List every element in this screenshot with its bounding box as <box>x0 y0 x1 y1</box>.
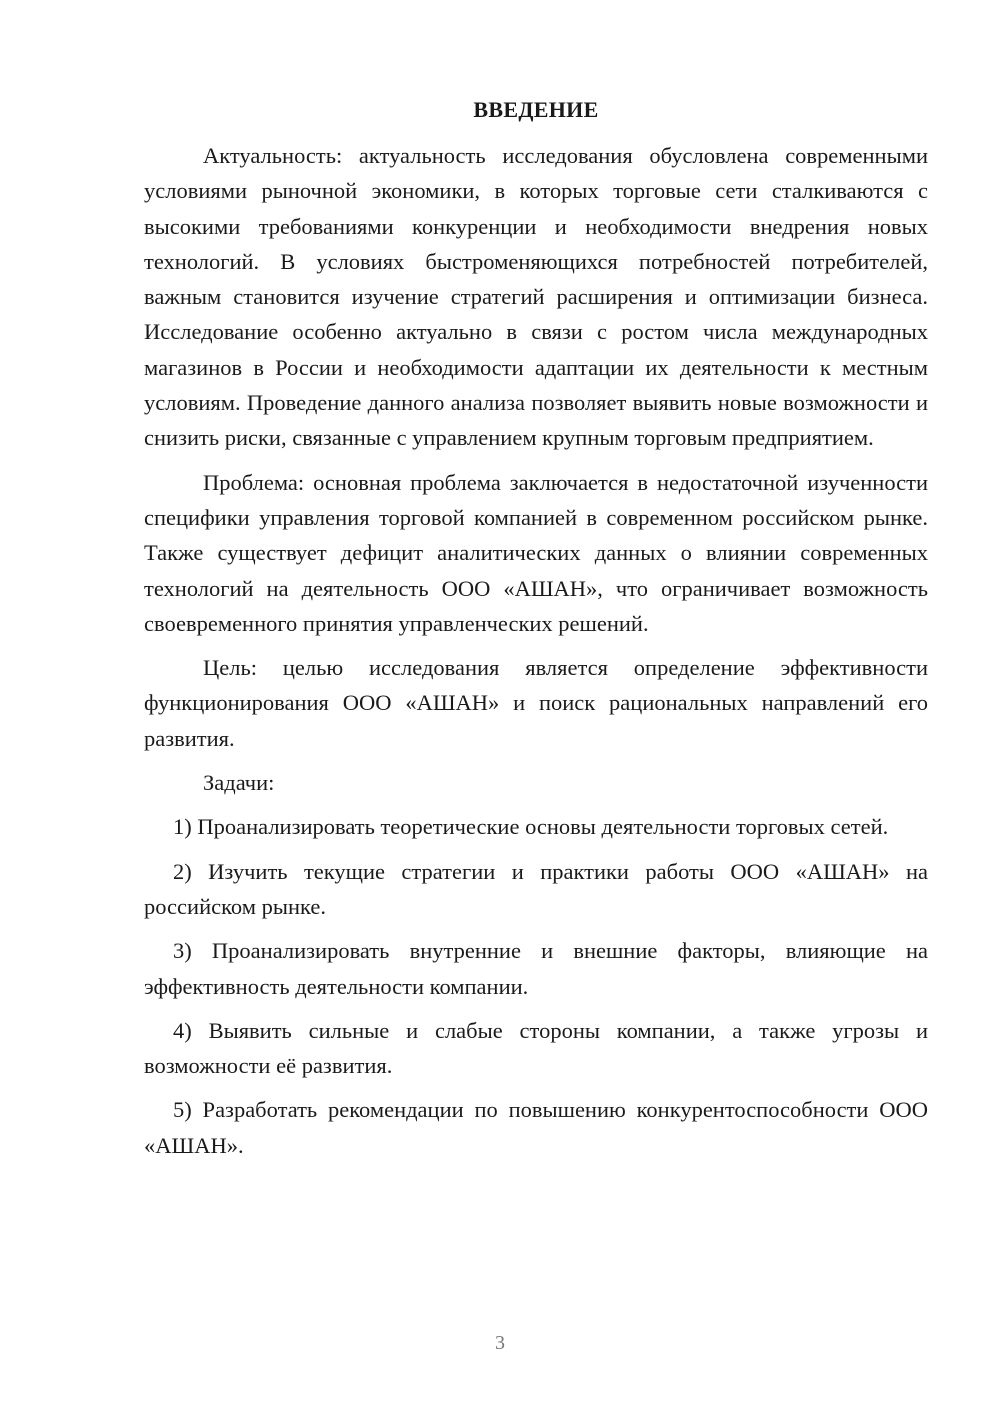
page-number: 3 <box>495 1332 505 1354</box>
task-item-2: 2) Изучить текущие стратегии и практики работы ООО «АШАН» на российском рынке. <box>144 858 928 919</box>
task-item-1: 1) Проанализировать теоретические основы деятельности торговых сетей. <box>173 814 889 840</box>
paragraph-goal: Цель: целью исследования является определение эффективности функционирования ООО «АШАН» и поиск рациональных направлений его развития. <box>144 655 928 751</box>
document-page <box>144 92 928 1172</box>
paragraph-relevance: Актуальность: актуальность исследования обусловлена современными условиями рыночной экономики, в которых торговые сети сталкиваются с высокими требованиями конкуренции и необходимости внедрения новых технологий. В условиях быстроменяющихся потребностей потребителей, важным становится изучение стратегий расширения и оптимизации бизнеса. Исследование особенно актуально в связи с ростом числа международных магазинов в России и необходимости адаптации их деятельности к местным условиям. Проведение данного анализа позволяет выявить новые возможности и снизить риски, связанные с управлением крупным торговым предприятием. <box>144 143 928 451</box>
paragraph-problem: Проблема: основная проблема заключается в недостаточной изученности специфики управления торговой компанией в современном российском рынке. Также существует дефицит аналитических данных о влиянии современных технологий на деятельность ООО «АШАН», что ограничивает возможность своевременного принятия управленческих решений. <box>144 469 928 636</box>
task-item-3: 3) Проанализировать внутренние и внешние факторы, влияющие на эффективность деятельности компании. <box>144 938 928 999</box>
tasks-list <box>144 809 928 1163</box>
task-item-4: 4) Выявить сильные и слабые стороны компании, а также угрозы и возможности её развития. <box>144 1017 928 1079</box>
task-item-5: 5) Разработать рекомендации по повышению конкурентоспособности ООО «АШАН». <box>144 1097 928 1158</box>
page-title: ВВЕДЕНИЕ <box>473 97 599 122</box>
tasks-label: Задачи: <box>203 770 275 796</box>
